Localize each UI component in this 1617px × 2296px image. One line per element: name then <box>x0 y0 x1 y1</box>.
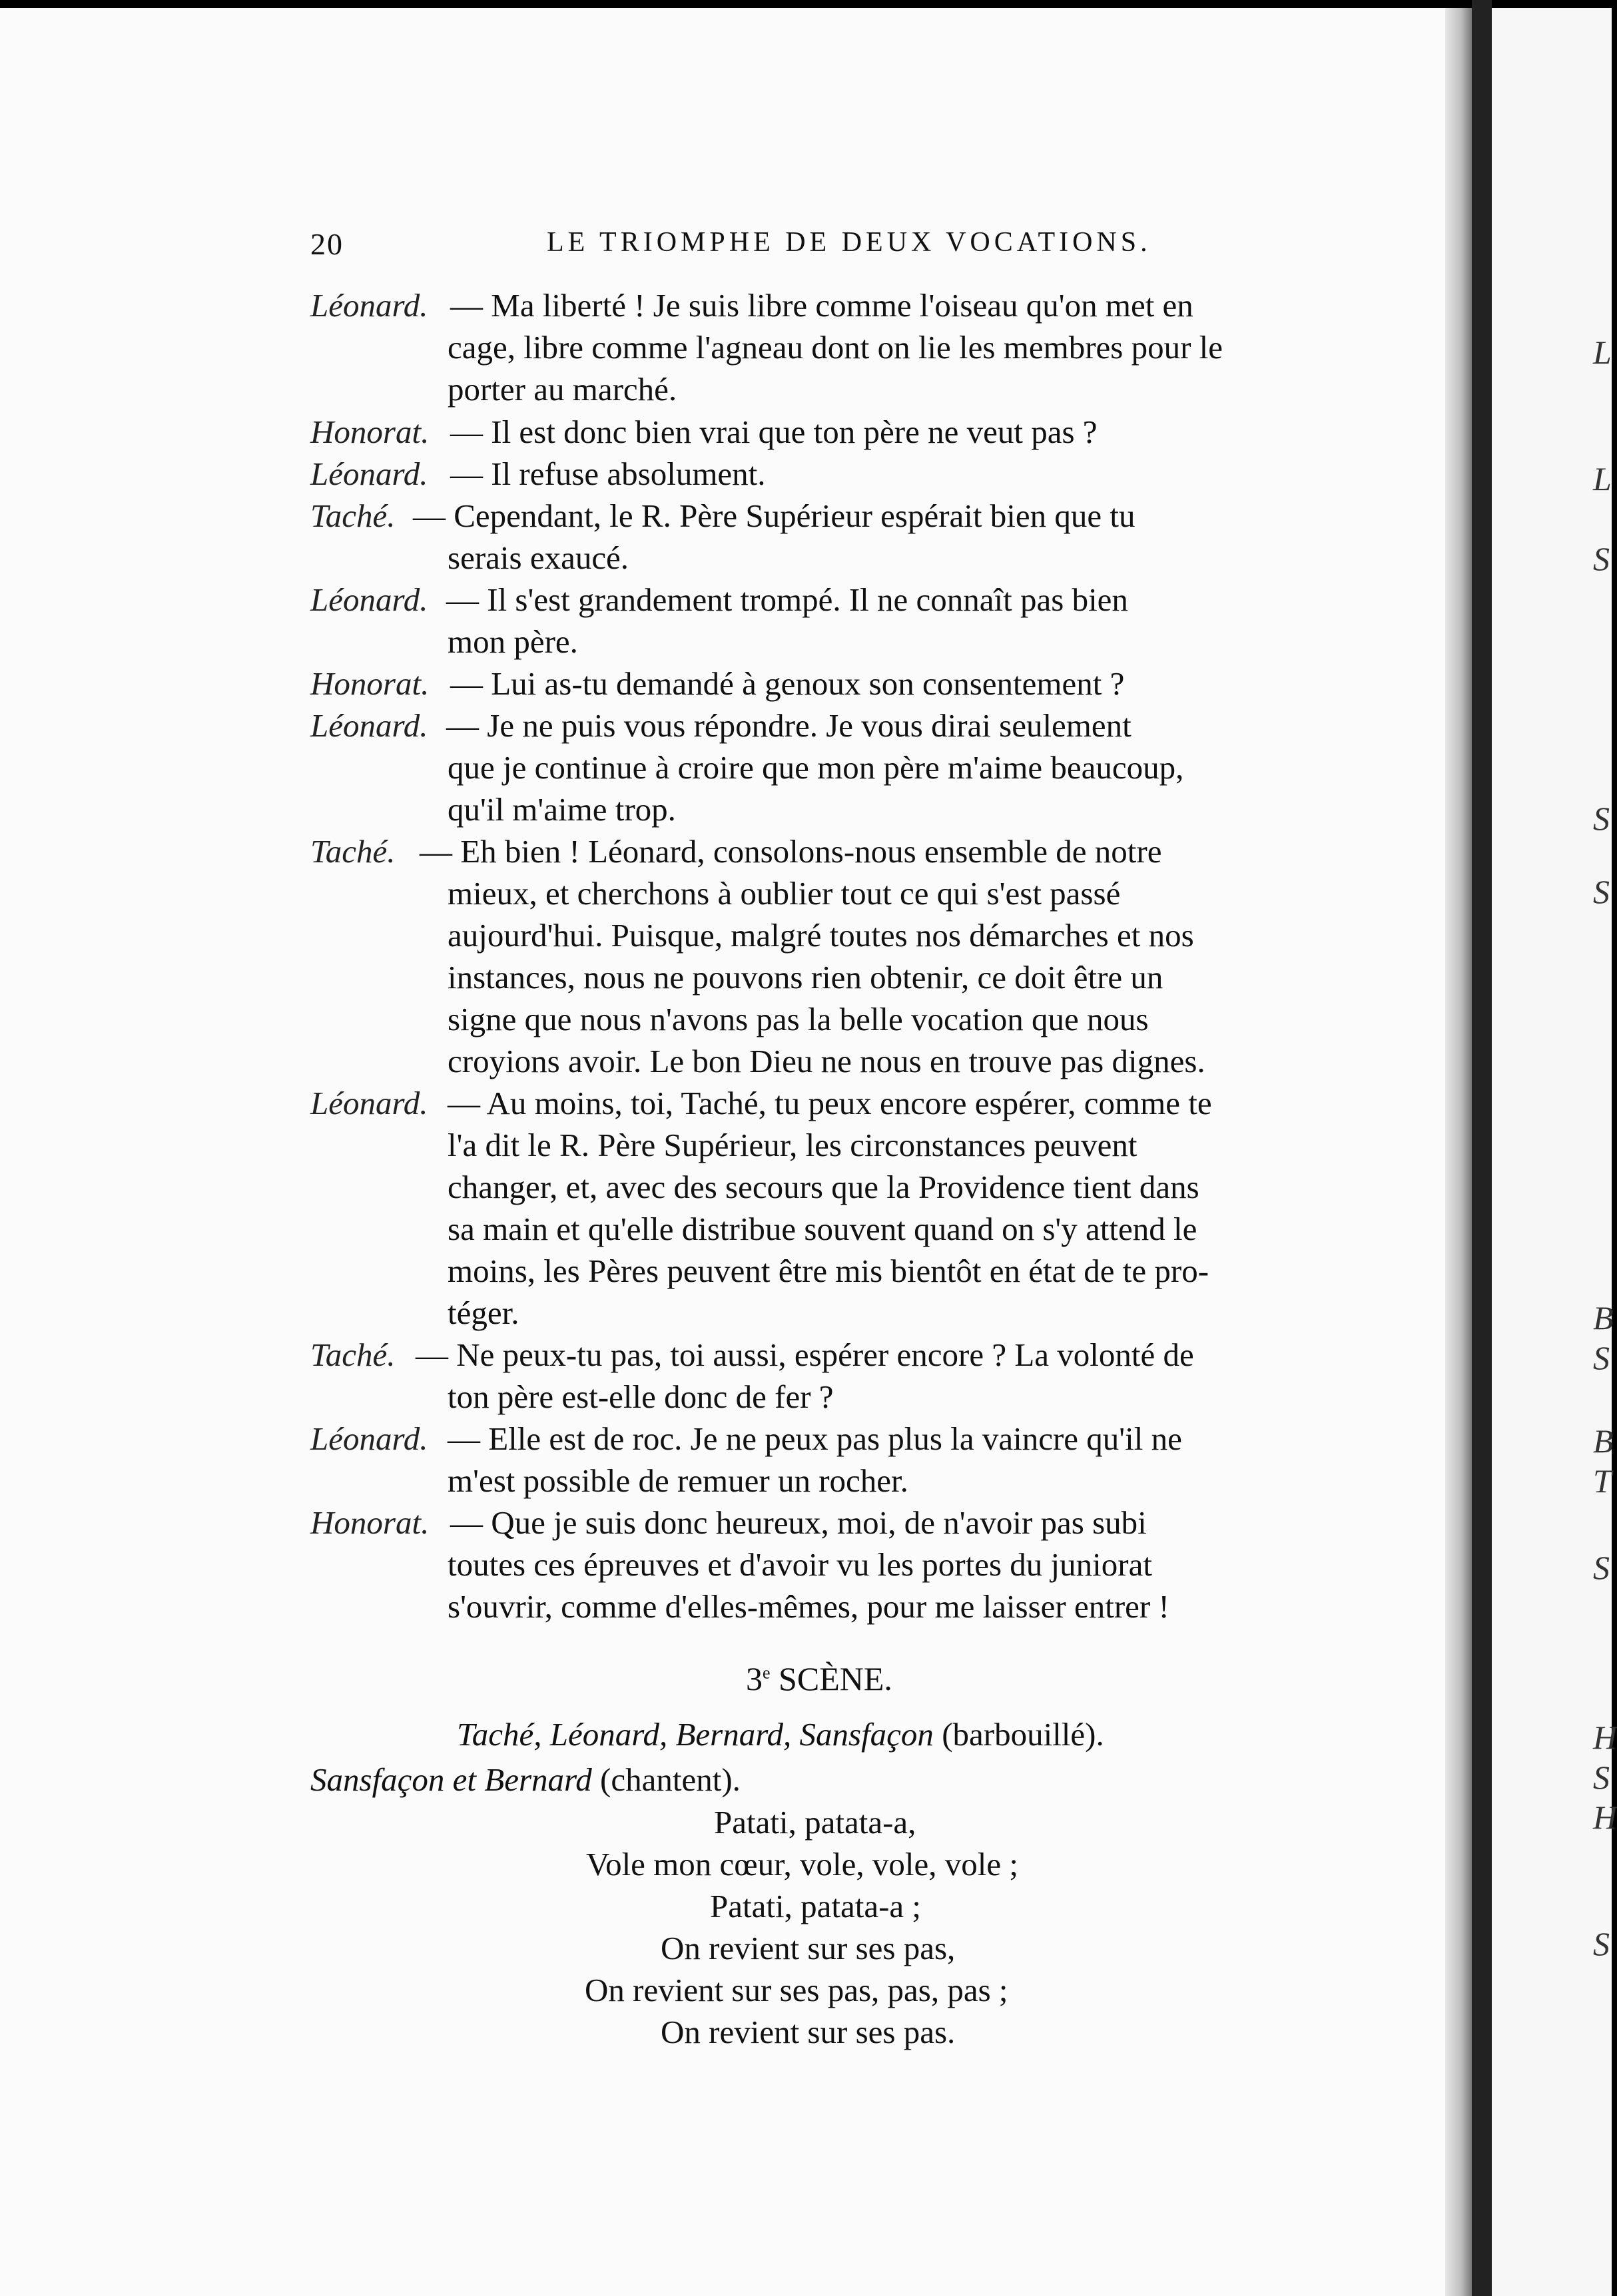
dialogue-line: m'est possible de remuer un rocher. <box>448 1462 908 1499</box>
page-gutter <box>1445 8 1472 2296</box>
facing-letter: S <box>1593 540 1610 577</box>
lyric-line: Patati, patata-a, <box>714 1804 916 1841</box>
dialogue-line: — Lui as-tu demandé à genoux son consentement ? <box>450 665 1125 702</box>
dialogue-line: serais exaucé. <box>448 539 629 576</box>
dialogue-line: mieux, et cherchons à oublier tout ce qui s'est passé <box>448 875 1121 912</box>
character-note: (barbouillé). <box>942 1716 1104 1753</box>
lyric-line: Vole mon cœur, vole, vole, vole ; <box>586 1846 1018 1882</box>
song-direction: (chantent). <box>600 1761 741 1798</box>
page-number: 20 <box>310 227 344 261</box>
scene-number-superscript: e <box>763 1663 771 1683</box>
dialogue-line: moins, les Pères peuvent être mis bientôt en état de te pro- <box>448 1253 1209 1289</box>
song-speakers: Sansfaçon et Bernard <box>310 1761 592 1798</box>
speaker-name: Léonard. <box>310 287 428 324</box>
facing-letter: S <box>1593 800 1610 837</box>
dialogue-line: — Elle est de roc. Je ne peux pas plus la vaincre qu'il ne <box>448 1420 1182 1457</box>
facing-letter: H <box>1593 1799 1617 1836</box>
dialogue-line: s'ouvrir, comme d'elles-mêmes, pour me laisser entrer ! <box>448 1588 1169 1625</box>
dialogue-line: — Ma liberté ! Je suis libre comme l'oiseau qu'on met en <box>450 287 1193 324</box>
lyric-line: On revient sur ses pas. <box>661 2014 956 2050</box>
dialogue-line: — Il s'est grandement trompé. Il ne connaît pas bien <box>446 581 1128 618</box>
book-spine <box>1472 0 1492 2296</box>
scene-heading <box>746 1659 892 1698</box>
dialogue-line: sa main et qu'elle distribue souvent quand on s'y attend le <box>448 1211 1197 1247</box>
speaker-name: Taché. <box>310 1336 396 1373</box>
running-title: LE TRIOMPHE DE DEUX VOCATIONS. <box>547 227 1151 258</box>
facing-letter: S <box>1593 1759 1610 1796</box>
lyric-line: Patati, patata-a ; <box>710 1888 921 1924</box>
speaker-name: Léonard. <box>310 1420 428 1457</box>
facing-letter: S <box>1593 873 1610 910</box>
dialogue-line: changer, et, avec des secours que la Providence tient dans <box>448 1169 1199 1205</box>
lyric-line: On revient sur ses pas, <box>661 1930 956 1966</box>
dialogue-line: — Au moins, toi, Taché, tu peux encore espérer, comme te <box>448 1085 1212 1121</box>
dialogue-line: — Je ne puis vous répondre. Je vous dirai seulement <box>446 707 1132 744</box>
facing-letter: L <box>1593 334 1612 371</box>
scene-number: 3 <box>746 1660 763 1697</box>
speaker-name: Taché. <box>310 497 396 534</box>
dialogue-line: mon père. <box>448 623 578 660</box>
dialogue-line: signe que nous n'avons pas la belle vocation que nous <box>448 1001 1149 1037</box>
speaker-name: Léonard. <box>310 581 428 618</box>
facing-letter: H <box>1593 1719 1617 1756</box>
dialogue-line: — Eh bien ! Léonard, consolons-nous ensemble de notre <box>420 833 1162 870</box>
speaker-name: Honorat. <box>310 414 430 450</box>
dialogue-line: l'a dit le R. Père Supérieur, les circonstances peuvent <box>448 1127 1137 1163</box>
speaker-name: Léonard. <box>310 455 428 492</box>
facing-letter: B <box>1593 1422 1614 1460</box>
dialogue-line: qu'il m'aime trop. <box>448 791 676 828</box>
facing-letter: L <box>1593 460 1612 497</box>
dialogue-line: croyions avoir. Le bon Dieu ne nous en trouve pas dignes. <box>448 1043 1205 1079</box>
facing-letter: S <box>1593 1925 1610 1962</box>
speaker-name: Honorat. <box>310 1504 430 1541</box>
facing-letter: B <box>1593 1299 1614 1336</box>
lyric-line: On revient sur ses pas, pas, pas ; <box>585 1972 1008 2008</box>
running-header <box>310 226 1359 269</box>
dialogue-line: aujourd'hui. Puisque, malgré toutes nos démarches et nos <box>448 917 1194 954</box>
scene-title: SCÈNE. <box>779 1660 892 1697</box>
dialogue-line: — Cependant, le R. Père Supérieur espérait bien que tu <box>413 497 1135 534</box>
speaker-name: Léonard. <box>310 1085 428 1121</box>
character-names: Taché, Léonard, Bernard, Sansfaçon <box>457 1716 934 1753</box>
dialogue-line: que je continue à croire que mon père m'aime beaucoup, <box>448 749 1184 786</box>
stage-direction <box>310 1761 741 1799</box>
dialogue-line: porter au marché. <box>448 371 677 408</box>
dialogue-line: instances, nous ne pouvons rien obtenir, ce doit être un <box>448 959 1163 996</box>
facing-letter: S <box>1593 1549 1610 1586</box>
speaker-name: Léonard. <box>310 707 428 744</box>
dialogue-line: cage, libre comme l'agneau dont on lie les membres pour le <box>448 329 1223 366</box>
facing-letter: S <box>1593 1339 1610 1376</box>
facing-letter: T <box>1593 1462 1612 1500</box>
speaker-name: Taché. <box>310 833 396 870</box>
dialogue-line: téger. <box>448 1294 519 1331</box>
scene-characters <box>457 1715 1104 1753</box>
dialogue-line: toutes ces épreuves et d'avoir vu les portes du juniorat <box>448 1546 1152 1583</box>
dialogue-line: — Ne peux-tu pas, toi aussi, espérer encore ? La volonté de <box>416 1336 1194 1373</box>
dialogue-line: — Que je suis donc heureux, moi, de n'avoir pas subi <box>450 1504 1147 1541</box>
speaker-name: Honorat. <box>310 665 430 702</box>
dialogue-line: — Il est donc bien vrai que ton père ne veut pas ? <box>450 414 1098 450</box>
dialogue-line: — Il refuse absolument. <box>450 455 766 492</box>
dialogue-line: ton père est-elle donc de fer ? <box>448 1378 834 1415</box>
